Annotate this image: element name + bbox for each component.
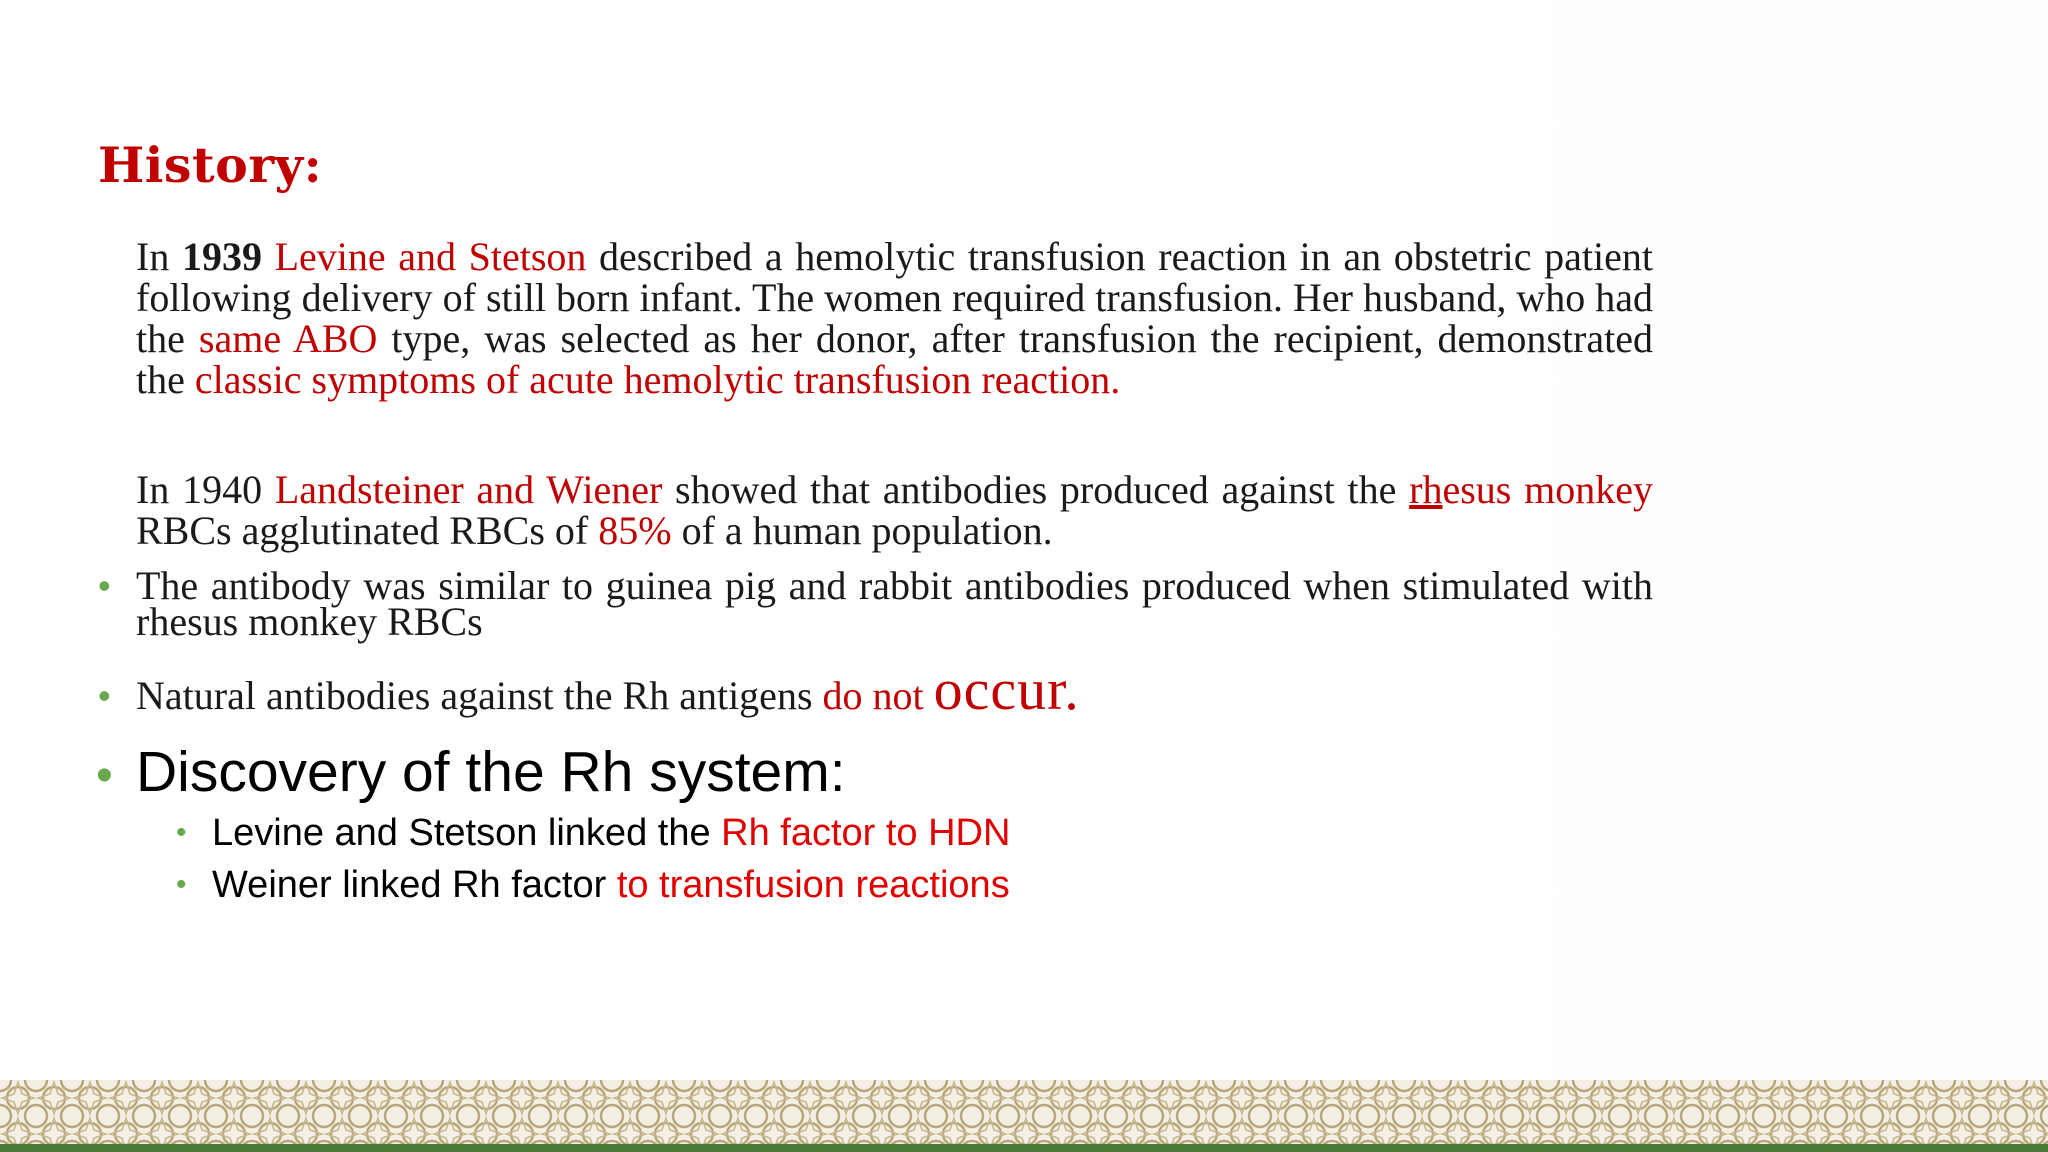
text-segment: of a human population. [671, 508, 1053, 553]
bullet-dot: • [96, 749, 113, 802]
bullet-dot: • [98, 565, 111, 606]
year-1939: 1939 [181, 234, 262, 279]
text-segment: In 1940 [136, 467, 275, 512]
sub-bullet-dot: • [176, 816, 187, 849]
sub-bullet-hdn [212, 811, 1010, 855]
text-segment: showed that antibodies produced against the [662, 467, 1410, 512]
sub-bullet-transfusion [212, 863, 1010, 907]
text-segment: Weiner linked Rh factor [212, 864, 617, 906]
text-segment: type, was selected as her donor, after transfusion the recipient, demonstrated the [136, 316, 1653, 402]
text-segment: Natural antibodies against the Rh antigens [136, 673, 823, 718]
classic-symptoms-highlight: classic symptoms of acute hemolytic transfusion reaction. [194, 357, 1121, 402]
occur-highlight: occur. [933, 657, 1080, 722]
footer-bar [0, 1144, 2048, 1152]
text-segment [262, 234, 275, 279]
percent-highlight: 85% [598, 508, 672, 553]
paragraph-1939 [136, 236, 1653, 400]
bullet-natural-antibodies [136, 657, 1653, 722]
text-segment: In [136, 234, 182, 279]
sub-bullet-dot: • [176, 868, 187, 901]
decorative-footer-pattern [0, 1080, 2048, 1152]
rh-underlined: rh [1409, 467, 1443, 512]
transfusion-reactions-highlight: to transfusion reactions [616, 864, 1010, 906]
levine-stetson-highlight: Levine and Stetson [274, 234, 587, 279]
rh-hdn-highlight: Rh factor to HDN [721, 812, 1011, 854]
text-segment: RBCs agglutinated RBCs of [136, 508, 599, 553]
text-segment: described a hemolytic transfusion reaction in an obstetric patient following delivery of still born infant. The women required transfusion. Her husband, who had the [136, 234, 1653, 361]
do-not-highlight: do not [822, 673, 934, 718]
same-abo-highlight: same ABO [198, 316, 378, 361]
rhesus-monkey-highlight: esus monkey [1442, 467, 1653, 512]
discovery-heading: Discovery of the Rh system: [136, 740, 846, 804]
bullet-antibody-similar: The antibody was similar to guinea pig and rabbit antibodies produced when stimulated with rhesus monkey RBCs [136, 563, 1653, 644]
slide-title: History: [98, 136, 323, 194]
text-segment: Levine and Stetson linked the [212, 812, 722, 854]
paragraph-1940 [136, 469, 1653, 551]
bullet-dot: • [98, 675, 111, 716]
landsteiner-wiener-highlight: Landsteiner and Wiener [274, 467, 663, 512]
